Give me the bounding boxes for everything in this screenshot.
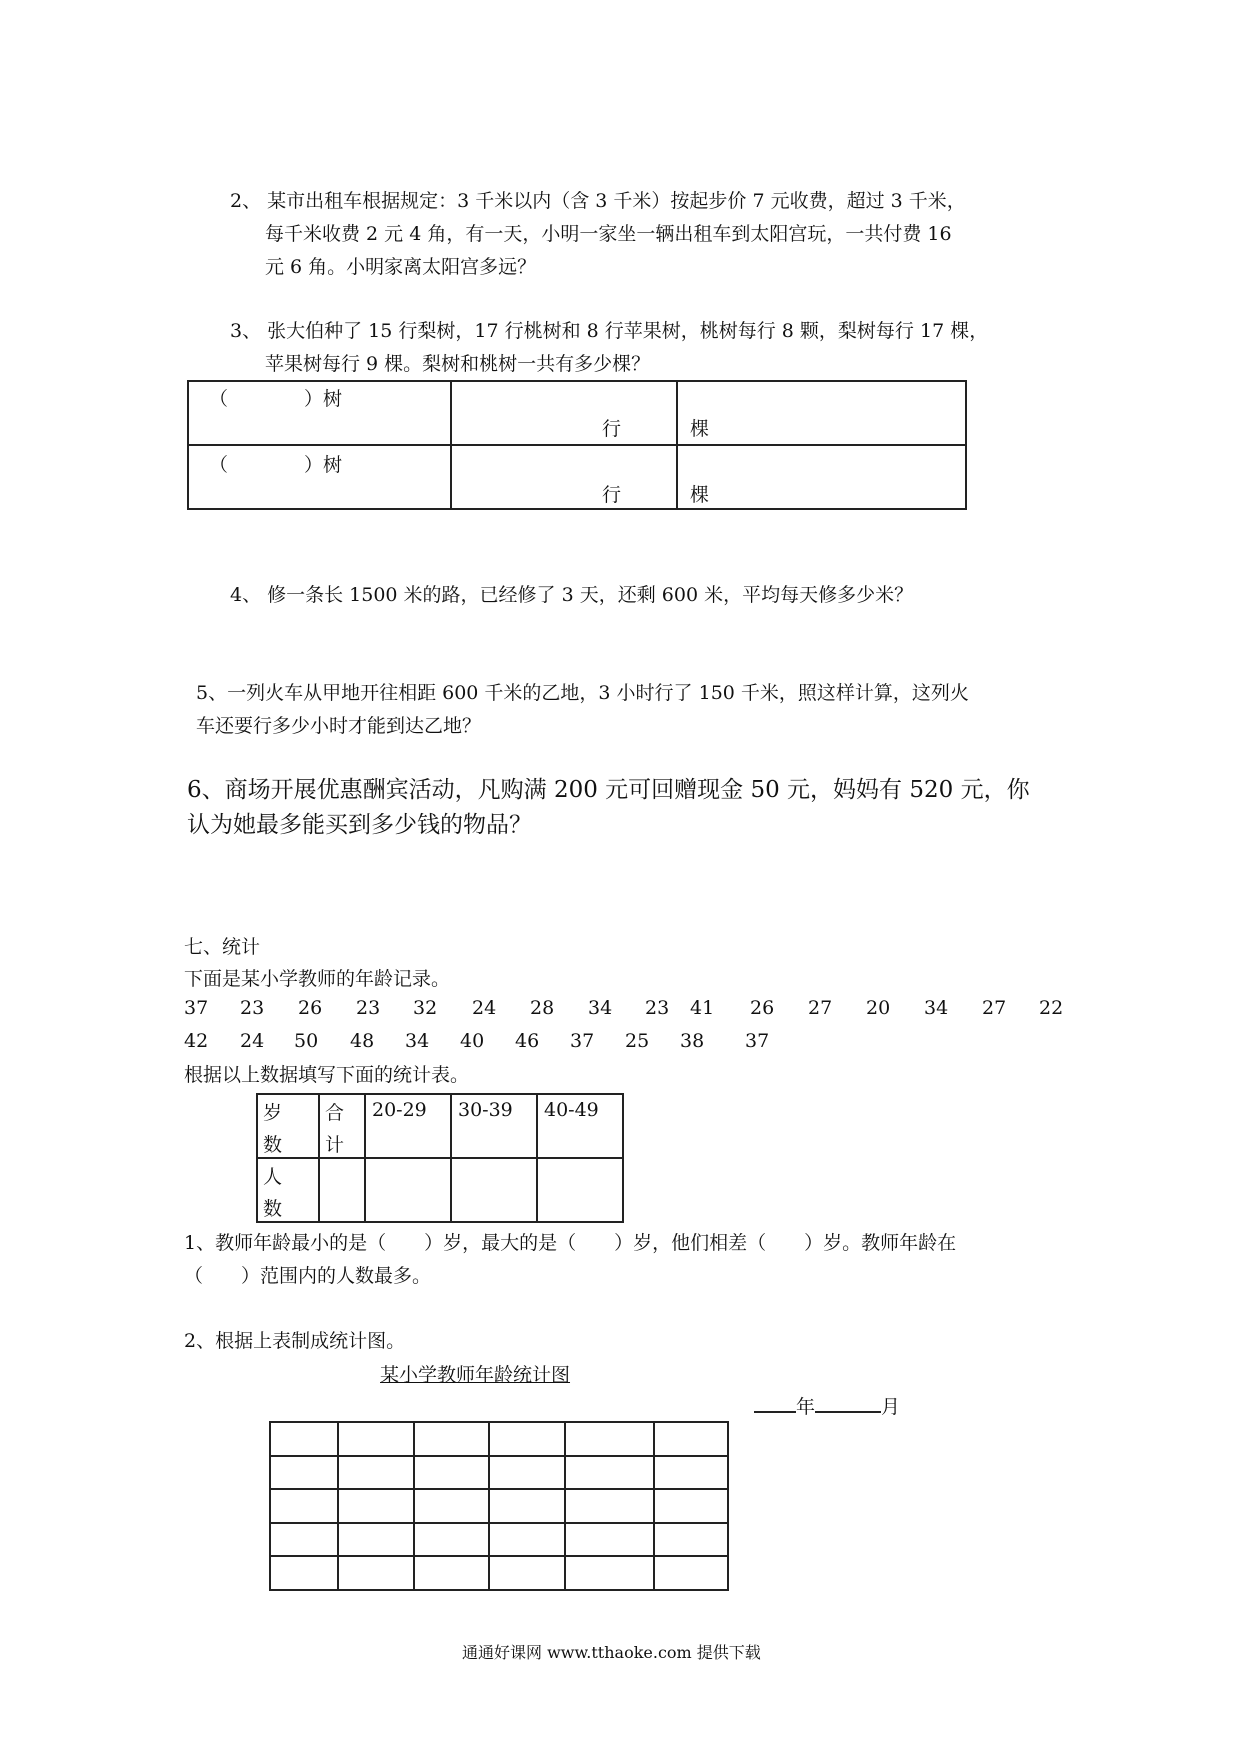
tree-table-row-1-trees-unit: 棵: [690, 418, 710, 440]
tree-table-row-2-rows-cell: [451, 445, 677, 509]
section-7-intro: 下面是某小学教师的年龄记录。: [184, 968, 451, 990]
q6-line-2: 认为她最多能买到多少钱的物品？: [187, 812, 532, 838]
section-7-title: 七、统计: [184, 936, 261, 958]
age-stat-table: [256, 1093, 624, 1223]
stat-header-total-label: 合计: [325, 1102, 345, 1156]
q5-line-1: 5、一列火车从甲地开往相距 600 千米的乙地，3 小时行了 150 千米，照这样计算，这列火: [196, 682, 969, 704]
tree-table-row-1-rows-cell: [451, 381, 677, 445]
q2-line-3: 元 6 角。小明家离太阳宫多远？: [265, 256, 537, 278]
age-value: 37: [745, 1030, 770, 1052]
sub-question-2: 2、根据上表制成统计图。: [184, 1330, 406, 1352]
age-value: 41: [690, 997, 715, 1019]
stat-header-age: [257, 1094, 319, 1158]
tree-table-row-2-rows-unit: 行: [602, 484, 622, 506]
tree-table-row-1-label-cell: [188, 381, 451, 445]
age-value: 27: [808, 997, 833, 1019]
q6-line-1: 6、商场开展优惠酬宾活动，凡购满 200 元可回赠现金 50 元，妈妈有 520 元，你: [187, 777, 1030, 803]
year-blank[interactable]: [754, 1393, 796, 1413]
stat-header-total: [319, 1094, 365, 1158]
q3-line-2: 苹果树每行 9 棵。梨树和桃树一共有多少棵？: [265, 353, 651, 375]
age-value: 46: [515, 1030, 540, 1052]
age-value: 37: [570, 1030, 595, 1052]
age-value: 23: [240, 997, 265, 1019]
month-label: 月: [881, 1396, 901, 1418]
q3-line-1: 3、 张大伯种了 15 行梨树，17 行桃树和 8 行苹果树，桃树每行 8 颗，梨树每行 17 棵，: [230, 320, 989, 342]
tree-table-row-2-label: （ ）树: [209, 454, 343, 476]
fill-prompt: 根据以上数据填写下面的统计表。: [184, 1064, 470, 1086]
stat-header-30s-label: 30-39: [458, 1099, 513, 1121]
age-value: 22: [1039, 997, 1064, 1019]
stat-cell-20s[interactable]: [365, 1158, 451, 1222]
stat-header-age-label: 岁数: [263, 1102, 283, 1156]
age-value: 25: [625, 1030, 650, 1052]
stat-header-40s: [537, 1094, 623, 1158]
stat-header-30s: [451, 1094, 537, 1158]
tree-table: [187, 380, 967, 510]
stat-header-20s: [365, 1094, 451, 1158]
stat-header-20s-label: 20-29: [372, 1099, 427, 1121]
month-blank[interactable]: [815, 1393, 881, 1413]
blank-chart-grid: [268, 1420, 732, 1594]
age-value: 24: [472, 997, 497, 1019]
tree-table-row-1-rows-unit: 行: [602, 418, 622, 440]
q4-line-1: 4、 修一条长 1500 米的路，已经修了 3 天，还剩 600 米，平均每天修多少米？: [230, 584, 914, 606]
age-value: 26: [750, 997, 775, 1019]
age-value: 26: [298, 997, 323, 1019]
age-value: 28: [530, 997, 555, 1019]
age-value: 27: [982, 997, 1007, 1019]
stat-header-40s-label: 40-49: [544, 1099, 599, 1121]
age-value: 34: [405, 1030, 430, 1052]
tree-table-row-2-trees-cell: [677, 445, 966, 509]
stat-cell-40s[interactable]: [537, 1158, 623, 1222]
chart-title: 某小学教师年龄统计图: [380, 1364, 571, 1386]
q2-line-2: 每千米收费 2 元 4 角，有一天，小明一家坐一辆出租车到太阳宫玩，一共付费 16: [265, 223, 952, 245]
age-value: 42: [184, 1030, 209, 1052]
stat-cell-total[interactable]: [319, 1158, 365, 1222]
stat-cell-30s[interactable]: [451, 1158, 537, 1222]
age-value: 23: [645, 997, 670, 1019]
age-value: 50: [294, 1030, 319, 1052]
q2-line-1: 2、 某市出租车根据规定：3 千米以内（含 3 千米）按起步价 7 元收费，超过 3 千米，: [230, 190, 966, 212]
tree-table-row-1-trees-cell: [677, 381, 966, 445]
age-value: 23: [356, 997, 381, 1019]
age-value: 32: [413, 997, 438, 1019]
tree-table-row-1-label: （ ）树: [209, 388, 343, 410]
age-value: 48: [350, 1030, 375, 1052]
q5-line-2: 车还要行多少小时才能到达乙地？: [196, 715, 482, 737]
date-fill-in: [754, 1392, 900, 1422]
age-value: 34: [588, 997, 613, 1019]
sub-question-1-line-1: 1、教师年龄最小的是（ ）岁，最大的是（ ）岁，他们相差（ ）岁。教师年龄在: [184, 1232, 957, 1254]
age-value: 34: [924, 997, 949, 1019]
stat-row-count-label: 人数: [263, 1166, 283, 1220]
stat-row-count-label-cell: [257, 1158, 319, 1222]
age-value: 37: [184, 997, 209, 1019]
sub-question-1-line-2: （ ）范围内的人数最多。: [184, 1265, 432, 1287]
age-value: 20: [866, 997, 891, 1019]
age-value: 38: [680, 1030, 705, 1052]
year-label: 年: [796, 1396, 816, 1418]
tree-table-row-2-label-cell: [188, 445, 451, 509]
age-value: 40: [460, 1030, 485, 1052]
footer-credit: 通通好课网 www.tthaoke.com 提供下载: [462, 1643, 761, 1662]
tree-table-row-2-trees-unit: 棵: [690, 484, 710, 506]
age-value: 24: [240, 1030, 265, 1052]
